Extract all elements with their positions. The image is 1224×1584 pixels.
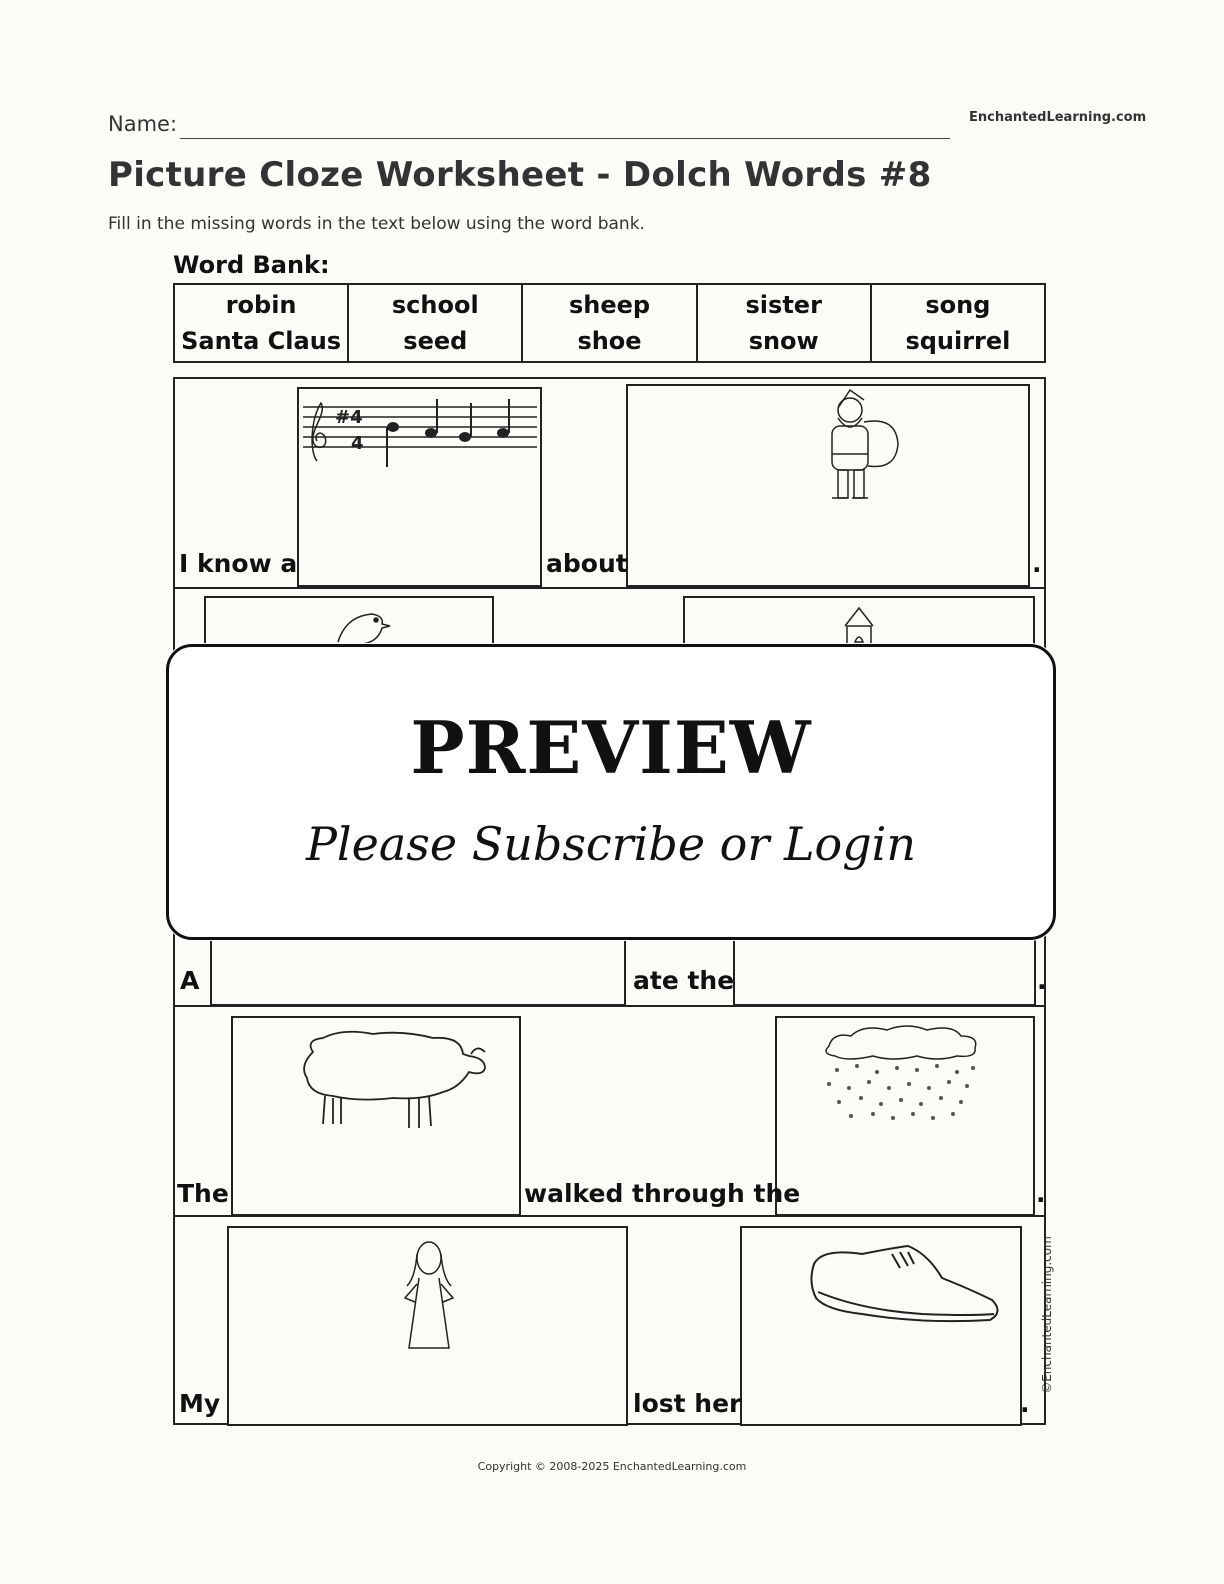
word-bank-word: Santa Claus: [181, 327, 342, 355]
side-credit: [1022, 1228, 1052, 1408]
picture-box-shoe: [740, 1226, 1022, 1426]
picture-box-sister: [227, 1226, 628, 1426]
sentence-end: .: [1032, 549, 1042, 578]
picture-box-sheep: [231, 1016, 521, 1216]
word-bank: [173, 283, 1046, 363]
name-line: [180, 138, 950, 139]
word-bank-word: squirrel: [905, 327, 1011, 355]
subscribe-login-prompt[interactable]: Please Subscribe or Login: [305, 817, 917, 871]
copyright: Copyright © 2008-2025 EnchantedLearning.com: [477, 1460, 747, 1473]
site-brand: EnchantedLearning.com: [969, 110, 1147, 125]
snowflakes: [827, 1064, 975, 1120]
name-label: Name:: [108, 112, 178, 136]
preview-overlay[interactable]: [166, 644, 1056, 940]
shoe-icon: [742, 1228, 1024, 1428]
word-bank-word: school: [391, 291, 479, 319]
sentence-text-before: My: [179, 1389, 221, 1418]
preview-title: PREVIEW: [410, 705, 812, 790]
word-bank-cell: [523, 285, 697, 361]
word-bank-cell: [175, 285, 349, 361]
sentence-text-before: The: [177, 1179, 229, 1208]
snow-icon: [777, 1018, 1037, 1218]
sentence-text-middle: lost her: [633, 1389, 742, 1418]
sentence-text-before: I know a: [179, 549, 298, 578]
word-bank-word: seed: [403, 327, 468, 355]
instructions: Fill in the missing words in the text below using the word bank.: [108, 214, 645, 234]
sentence-text-middle: ate the: [633, 966, 735, 995]
word-bank-word: robin: [225, 291, 297, 319]
sentence-end: .: [1037, 966, 1047, 995]
sheep-icon: [233, 1018, 523, 1218]
music-staff-icon: [299, 389, 539, 479]
word-bank-word: sheep: [568, 291, 651, 319]
sentence-end: .: [1020, 1389, 1030, 1418]
sentence-end: .: [1036, 1179, 1046, 1208]
picture-box-santa-claus: [626, 384, 1030, 587]
word-bank-cell: [349, 285, 523, 361]
word-bank-word: sister: [745, 291, 822, 319]
word-bank-word: shoe: [577, 327, 642, 355]
sister-icon: [229, 1228, 630, 1428]
sentence-text-middle: walked through the: [524, 1179, 801, 1208]
page-title: Picture Cloze Worksheet - Dolch Words #8: [108, 155, 932, 195]
word-bank-word: song: [925, 291, 991, 319]
picture-box-song: [297, 387, 542, 587]
sentence-text-middle: about: [546, 549, 628, 578]
word-bank-cell: [698, 285, 872, 361]
side-credit-text: ©EnchantedLearning.com: [1040, 1236, 1054, 1394]
svg-text:#4: #4: [335, 407, 363, 428]
svg-text:4: 4: [351, 433, 364, 454]
word-bank-cell: [872, 285, 1044, 361]
santa-claus-icon: [628, 386, 1032, 589]
picture-box-snow: [775, 1016, 1035, 1216]
word-bank-word: snow: [748, 327, 819, 355]
word-bank-label: Word Bank:: [173, 251, 330, 279]
sentence-text-before: A: [180, 966, 200, 995]
